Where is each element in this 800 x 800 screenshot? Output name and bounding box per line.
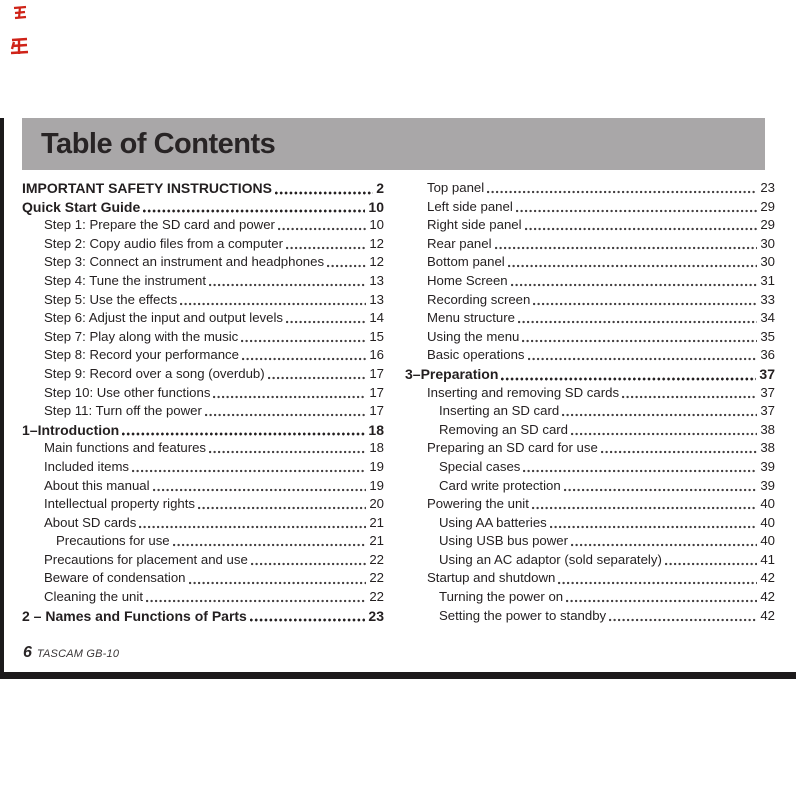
toc-entry-label: Using the menu — [427, 328, 520, 344]
toc-entry — [22, 588, 384, 607]
toc-leader-dots — [564, 488, 758, 492]
toc-entry-label: Step 4: Tune the instrument — [44, 272, 207, 288]
toc-leader-dots — [532, 506, 757, 510]
toc-entry-label: Recording screen — [427, 291, 531, 307]
toc-entry — [405, 477, 775, 496]
toc-entry — [22, 569, 384, 588]
toc-entry-page: 37 — [759, 365, 775, 382]
toc-entry-page: 10 — [368, 198, 384, 215]
toc-entry-label: Top panel — [427, 180, 485, 195]
toc-entry-page: 22 — [369, 589, 384, 605]
toc-entry — [22, 365, 384, 384]
toc-entry-page: 17 — [369, 365, 384, 381]
toc-entry — [405, 421, 775, 440]
toc-entry-label: Inserting and removing SD cards — [427, 384, 620, 400]
toc-entry-label: 2 – Names and Functions of Parts — [22, 607, 247, 624]
toc-entry-page: 40 — [760, 514, 775, 530]
toc-leader-dots — [528, 357, 758, 361]
toc-leader-dots — [550, 525, 758, 529]
toc-entry — [22, 495, 384, 514]
toc-leader-dots — [139, 525, 366, 529]
toc-leader-dots — [209, 283, 366, 287]
toc-entry-page: 31 — [760, 272, 775, 288]
toc-leader-dots — [278, 227, 366, 231]
toc-entry — [405, 514, 775, 533]
toc-entry-page: 38 — [760, 440, 775, 456]
toc-column-right — [405, 179, 775, 625]
toc-entry — [405, 216, 775, 235]
footer-model-name: TASCAM GB-10 — [36, 648, 120, 660]
toc-leader-dots — [198, 506, 366, 510]
toc-leader-dots — [516, 209, 758, 213]
toc-entry-label: Right side panel — [427, 217, 522, 233]
toc-entry-page: 17 — [369, 403, 384, 419]
toc-entry — [22, 532, 384, 551]
toc-leader-dots — [622, 395, 757, 399]
toc-entry-page: 19 — [369, 477, 384, 493]
toc-entry — [22, 272, 384, 291]
toc-entry-page: 15 — [369, 328, 384, 344]
page-edge-rule-bottom — [0, 672, 796, 679]
toc-leader-dots — [665, 562, 757, 566]
toc-entry-page: 42 — [760, 589, 775, 605]
toc-entry-label: Bottom panel — [427, 254, 505, 270]
toc-entry — [405, 253, 775, 272]
toc-entry-label: Special cases — [439, 458, 521, 474]
toc-entry — [405, 607, 775, 626]
toc-leader-dots — [146, 599, 366, 603]
toc-entry — [22, 607, 384, 626]
toc-entry-page: 42 — [760, 570, 775, 586]
toc-entry-label: Using an AC adaptor (sold separately) — [439, 551, 662, 567]
toc-entry — [22, 179, 384, 198]
toc-entry-label: About SD cards — [44, 514, 137, 530]
toc-leader-dots — [327, 264, 366, 268]
toc-entry — [405, 198, 775, 217]
toc-entry-page: 30 — [760, 254, 775, 270]
toc-entry-page: 14 — [369, 310, 384, 326]
footer-page-number: 6 — [23, 644, 32, 661]
toc-leader-dots — [286, 246, 366, 250]
toc-entry-label: Precautions for placement and use — [44, 551, 248, 567]
toc-leader-dots — [601, 450, 758, 454]
toc-leader-dots — [566, 599, 757, 603]
toc-leader-dots — [213, 395, 366, 399]
toc-entry-label: Rear panel — [427, 235, 492, 251]
toc-entry — [22, 216, 384, 235]
toc-entry-page: 23 — [760, 180, 775, 195]
toc-entry-page: 29 — [760, 217, 775, 233]
toc-entry — [22, 235, 384, 254]
toc-entry — [405, 346, 775, 365]
toc-entry-label: Step 3: Connect an instrument and headphones — [44, 254, 325, 270]
toc-leader-dots — [501, 377, 756, 381]
toc-leader-dots — [173, 543, 367, 547]
toc-entry-label: Powering the unit — [427, 496, 529, 512]
toc-entry-label: Inserting an SD card — [439, 403, 560, 419]
toc-entry — [405, 588, 775, 607]
toc-leader-dots — [275, 191, 373, 195]
toc-entry-page: 12 — [369, 254, 384, 270]
toc-entry-label: IMPORTANT SAFETY INSTRUCTIONS — [22, 180, 272, 196]
toc-leader-dots — [250, 618, 366, 622]
toc-column-left — [22, 179, 384, 625]
red-annotation-mark-2 — [9, 37, 30, 57]
toc-leader-dots — [209, 450, 366, 454]
toc-entry — [22, 346, 384, 365]
toc-entry — [22, 198, 384, 217]
toc-entry-label: Startup and shutdown — [427, 570, 556, 586]
toc-entry-page: 29 — [760, 198, 775, 214]
toc-leader-dots — [153, 488, 367, 492]
toc-leader-dots — [143, 209, 365, 213]
toc-entry-page: 22 — [369, 551, 384, 567]
toc-entry — [22, 514, 384, 533]
toc-entry-label: About this manual — [44, 477, 150, 493]
toc-entry — [22, 253, 384, 272]
toc-leader-dots — [508, 264, 758, 268]
toc-entry-label: 1–Introduction — [22, 421, 120, 438]
toc-entry-page: 33 — [760, 291, 775, 307]
toc-entry — [405, 179, 775, 198]
red-annotation-mark-1 — [12, 5, 29, 20]
toc-leader-dots — [487, 190, 757, 194]
toc-entry-page: 40 — [760, 533, 775, 549]
toc-entry-label: Step 10: Use other functions — [44, 384, 211, 400]
toc-entry-label: Main functions and features — [44, 440, 207, 456]
toc-leader-dots — [571, 432, 757, 436]
toc-leader-dots — [286, 320, 366, 324]
toc-leader-dots — [495, 246, 758, 250]
toc-entry-label: Setting the power to standby — [439, 607, 607, 623]
toc-entry — [405, 569, 775, 588]
page-title: Table of Contents — [41, 128, 276, 160]
toc-entry-page: 2 — [376, 180, 384, 196]
toc-entry-page: 38 — [760, 421, 775, 437]
toc-entry-label: Card write protection — [439, 477, 561, 493]
toc-entry-page: 39 — [760, 477, 775, 493]
toc-leader-dots — [518, 320, 757, 324]
toc-entry — [405, 532, 775, 551]
toc-entry — [22, 439, 384, 458]
toc-leader-dots — [241, 339, 366, 343]
toc-entry-page: 21 — [369, 514, 384, 530]
toc-entry-label: Step 2: Copy audio files from a computer — [44, 235, 283, 251]
toc-leader-dots — [180, 302, 366, 306]
toc-entry-label: Step 1: Prepare the SD card and power — [44, 217, 275, 233]
toc-entry-page: 16 — [369, 347, 384, 363]
toc-entry-page: 20 — [369, 496, 384, 512]
toc-entry-page: 30 — [760, 235, 775, 251]
toc-entry-page: 23 — [368, 607, 384, 624]
toc-entry — [22, 421, 384, 440]
toc-leader-dots — [251, 562, 367, 566]
toc-entry-page: 37 — [760, 384, 775, 400]
toc-entry — [405, 458, 775, 477]
toc-entry-page: 34 — [760, 310, 775, 326]
toc-entry-page: 36 — [760, 347, 775, 363]
toc-entry-page: 13 — [369, 272, 384, 288]
toc-entry-page: 40 — [760, 496, 775, 512]
toc-entry — [405, 495, 775, 514]
toc-entry — [22, 328, 384, 347]
title-banner — [22, 118, 765, 170]
toc-entry — [22, 384, 384, 403]
toc-entry-label: Precautions for use — [56, 533, 170, 549]
toc-entry-label: Left side panel — [427, 198, 513, 214]
toc-entry — [405, 551, 775, 570]
toc-entry-label: Step 5: Use the effects — [44, 291, 178, 307]
toc-leader-dots — [523, 469, 757, 473]
page-edge-rule-left — [0, 118, 4, 679]
toc-entry — [405, 328, 775, 347]
toc-leader-dots — [268, 376, 367, 380]
toc-entry — [22, 291, 384, 310]
toc-entry-label: Removing an SD card — [439, 421, 569, 437]
toc-entry-label: Step 11: Turn off the power — [44, 403, 202, 419]
toc-leader-dots — [562, 413, 757, 417]
toc-entry-label: Turning the power on — [439, 589, 564, 605]
toc-leader-dots — [189, 581, 367, 585]
toc-entry-label: Basic operations — [427, 347, 525, 363]
toc-leader-dots — [511, 283, 758, 287]
page-footer — [23, 644, 119, 662]
toc-entry-label: Using AA batteries — [439, 514, 547, 530]
toc-entry-label: Included items — [44, 458, 130, 474]
toc-entry-label: 3–Preparation — [405, 365, 499, 382]
toc-leader-dots — [533, 302, 757, 306]
toc-entry — [405, 291, 775, 310]
toc-entry-page: 22 — [369, 570, 384, 586]
toc-entry — [22, 309, 384, 328]
toc-entry-label: Preparing an SD card for use — [427, 440, 598, 456]
toc-leader-dots — [525, 227, 758, 231]
toc-entry-label: Home Screen — [427, 272, 508, 288]
toc-entry — [22, 402, 384, 421]
toc-leader-dots — [609, 618, 757, 622]
toc-entry — [405, 365, 775, 384]
toc-entry-page: 18 — [368, 421, 384, 438]
toc-entry-label: Cleaning the unit — [44, 589, 143, 605]
toc-entry-page: 42 — [760, 607, 775, 623]
toc-entry-label: Beware of condensation — [44, 570, 186, 586]
toc-entry-page: 18 — [369, 440, 384, 456]
toc-entry — [405, 384, 775, 403]
toc-entry — [405, 309, 775, 328]
toc-entry-page: 35 — [760, 328, 775, 344]
toc-leader-dots — [522, 339, 757, 343]
toc-entry — [22, 551, 384, 570]
toc-entry-label: Using USB bus power — [439, 533, 569, 549]
toc-leader-dots — [571, 543, 757, 547]
toc-entry — [405, 235, 775, 254]
toc-entry-page: 41 — [760, 551, 775, 567]
toc-entry-page: 17 — [369, 384, 384, 400]
toc-entry-label: Quick Start Guide — [22, 198, 141, 215]
toc-entry-label: Step 7: Play along with the music — [44, 328, 239, 344]
toc-entry-page: 10 — [369, 217, 384, 233]
toc-entry — [22, 458, 384, 477]
toc-leader-dots — [558, 581, 757, 585]
toc-entry-page: 19 — [369, 458, 384, 474]
toc-leader-dots — [242, 357, 366, 361]
toc-entry — [405, 402, 775, 421]
toc-entry-page: 12 — [369, 235, 384, 251]
toc-entry-page: 21 — [369, 533, 384, 549]
toc-entry-page: 39 — [760, 458, 775, 474]
toc-entry — [405, 272, 775, 291]
toc-entry — [22, 477, 384, 496]
toc-entry-label: Menu structure — [427, 310, 515, 326]
toc-entry-label: Step 9: Record over a song (overdub) — [44, 365, 265, 381]
toc-entry — [405, 439, 775, 458]
toc-entry-page: 37 — [760, 403, 775, 419]
toc-entry-label: Step 6: Adjust the input and output levels — [44, 310, 284, 326]
toc-entry-label: Step 8: Record your performance — [44, 347, 239, 363]
toc-entry-page: 13 — [369, 291, 384, 307]
toc-leader-dots — [205, 413, 366, 417]
toc-entry-label: Intellectual property rights — [44, 496, 195, 512]
toc-leader-dots — [122, 432, 365, 436]
toc-leader-dots — [132, 469, 366, 473]
